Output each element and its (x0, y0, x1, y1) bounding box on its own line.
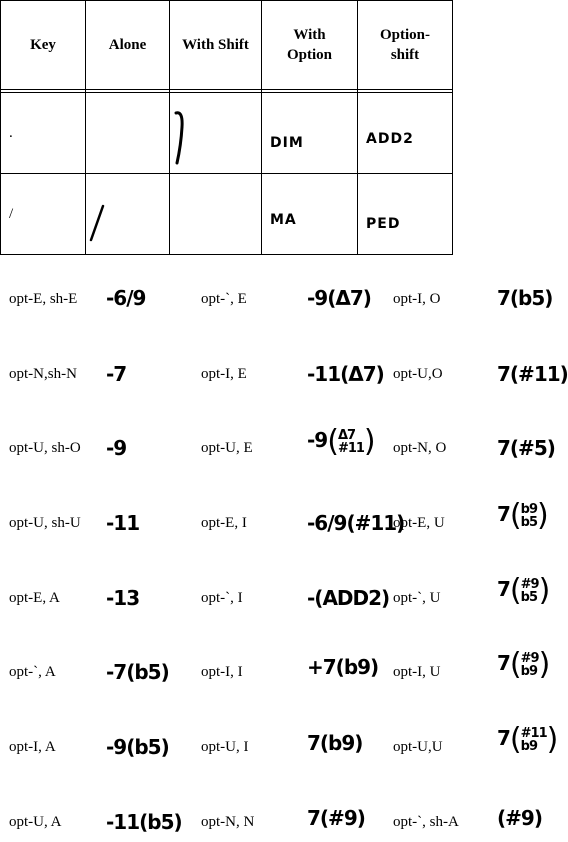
chord-symbol: (#9) (497, 806, 542, 830)
shortcut-keys: opt-I, U (393, 664, 441, 680)
chord-stack-bottom: b9 (520, 738, 537, 754)
cell-option-shift (358, 93, 453, 174)
chord-stack-bottom: b9 (520, 663, 537, 679)
chord-stack-top: b9 (520, 501, 537, 517)
chord-symbol: -11(b5) (106, 810, 182, 834)
cell-key: / (1, 174, 86, 255)
cell-with-option (262, 93, 358, 174)
chord-symbol: 7(b5) (497, 286, 553, 310)
shortcut-keys: opt-I, O (393, 291, 441, 307)
chord-symbol: 7(#11) (497, 362, 568, 386)
chord-stack (521, 652, 539, 678)
chord-base: 7 (497, 577, 510, 601)
chord-stack-top: #9 (520, 576, 539, 592)
shortcut-keys: opt-`, U (393, 590, 441, 606)
shortcut-keys: opt-I, I (201, 664, 243, 680)
chord-symbol: -11 (106, 511, 140, 535)
shortcut-keys: opt-`, I (201, 590, 243, 606)
shortcut-keys: opt-U, A (9, 814, 62, 830)
shortcut-keys: opt-N,sh-N (9, 366, 77, 382)
shortcut-keys: opt-U, I (201, 739, 249, 755)
table-row (1, 93, 453, 174)
chord-symbol: -9(b5) (106, 735, 169, 759)
header-with-option-line1: With (293, 27, 326, 43)
header-option-shift (358, 1, 453, 90)
shortcut-keys: opt-I, A (9, 739, 56, 755)
cell-option-shift (358, 174, 453, 255)
chord-symbol: -13 (106, 586, 140, 610)
chord-symbol: -(ADD2) (307, 586, 390, 610)
header-with-option-line2: Option (286, 47, 332, 63)
chord-symbol: 7(b9) (307, 731, 363, 755)
chord-symbol: -9(Δ7) (307, 286, 371, 310)
shortcut-keys: opt-I, E (201, 366, 247, 382)
chord-symbol: -9 (106, 436, 127, 460)
chord-dim: DIM (270, 135, 304, 151)
chord-symbol: 7(#9) (307, 806, 365, 830)
chord-stack (338, 429, 364, 455)
slash-glyph (86, 174, 169, 249)
chord-symbol: +7(b9) (307, 655, 379, 679)
cell-key: . (1, 93, 86, 174)
shortcut-keys: opt-E, sh-E (9, 291, 78, 307)
chord-symbol-stacked: 7( #9 b5 ) (497, 573, 550, 608)
table-row (1, 174, 453, 255)
chord-ma: MA (270, 212, 297, 228)
chord-stack (521, 503, 537, 529)
key-table (0, 0, 453, 255)
chord-stack-bottom: b5 (520, 514, 537, 530)
cell-alone-glyph (86, 174, 170, 255)
close-paren-glyph (170, 93, 261, 168)
shortcut-keys: opt-E, U (393, 515, 445, 531)
shortcut-keys: opt-U, E (201, 440, 253, 456)
chord-stack-bottom: #11 (337, 440, 364, 456)
shortcut-keys: opt-`, sh-A (393, 814, 459, 830)
chord-base: 7 (497, 502, 510, 526)
chord-symbol: -7 (106, 362, 127, 386)
chord-stack-top: #9 (520, 650, 539, 666)
shortcut-keys: opt-U,O (393, 366, 443, 382)
chord-symbol-stacked: 7( #9 b9 ) (497, 647, 550, 682)
chord-stack-top: Δ7 (337, 427, 356, 443)
header-with-option (262, 1, 358, 90)
chord-stack (521, 727, 547, 753)
header-alone: Alone (86, 1, 170, 90)
chord-symbol-stacked: 7( #11 b9 ) (497, 722, 558, 757)
chord-base: 7 (497, 651, 510, 675)
chord-symbol: -11(Δ7) (307, 362, 384, 386)
chord-stack (521, 578, 539, 604)
shortcut-keys: opt-`, E (201, 291, 247, 307)
chord-symbol-stacked: -9( Δ7 #11 ) (307, 424, 375, 459)
cell-with-option (262, 174, 358, 255)
shortcut-keys: opt-`, A (9, 664, 56, 680)
chord-ped: PED (366, 216, 401, 232)
shortcut-keys: opt-E, I (201, 515, 247, 531)
chord-symbol: 7(#5) (497, 436, 555, 460)
shortcut-keys: opt-E, A (9, 590, 60, 606)
header-option-shift-line1: Option- (379, 27, 430, 43)
shortcut-keys: opt-U, sh-U (9, 515, 81, 531)
shortcut-keys: opt-N, O (393, 440, 447, 456)
chord-symbol-stacked: 7( b9 b5 ) (497, 498, 548, 533)
shortcut-keys: opt-U, sh-O (9, 440, 81, 456)
chord-symbol: -6/9 (106, 286, 146, 310)
chord-symbol: -7(b5) (106, 660, 169, 684)
header-option-shift-line2: shift (390, 47, 420, 63)
chord-stack-bottom: b5 (520, 589, 537, 605)
cell-with-shift-glyph (170, 93, 262, 174)
chord-add2: ADD2 (366, 131, 414, 147)
cell-alone (86, 93, 170, 174)
chord-symbol: -6/9(#11) (307, 511, 405, 535)
table-header-row (1, 1, 453, 90)
chord-base: -9 (307, 428, 328, 452)
chord-stack-top: #11 (520, 725, 547, 741)
cell-with-shift (170, 174, 262, 255)
shortcut-keys: opt-N, N (201, 814, 255, 830)
chord-base: 7 (497, 726, 510, 750)
shortcut-keys: opt-U,U (393, 739, 443, 755)
header-with-shift: With Shift (170, 1, 262, 90)
header-key: Key (1, 1, 86, 90)
